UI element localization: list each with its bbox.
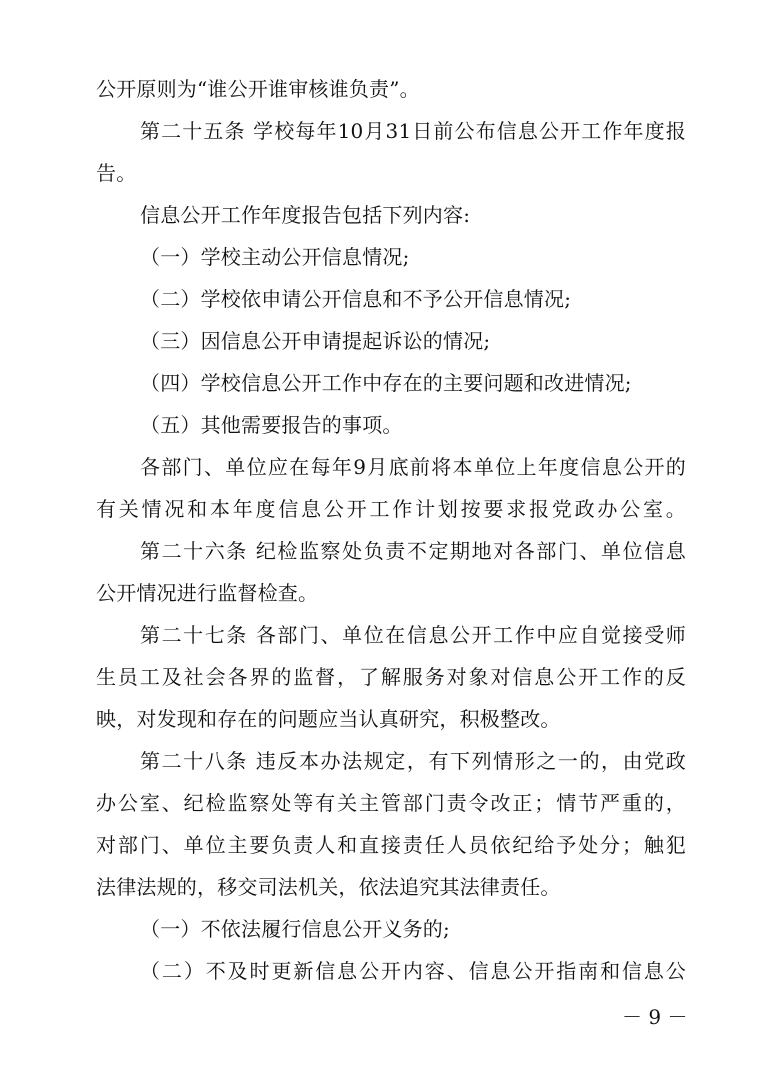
report-contents-line: 信息公开工作年度报告包括下列内容: (140, 203, 471, 227)
report-item-1: （一）学校主动公开信息情况; (140, 245, 410, 269)
article-27-line-3: 映，对发现和存在的问题应当认真研究，积极整改。 (96, 707, 561, 731)
violation-item-1: （一）不依法履行信息公开义务的; (140, 917, 450, 941)
department-report-line-2: 有关情况和本年度信息公开工作计划按要求报党政办公室。 (96, 497, 686, 521)
page-number: － 9 － (622, 1005, 688, 1029)
department-report-line-1: 各部门、单位应在每年9月底前将本单位上年度信息公开的 (140, 455, 686, 479)
article-27-line-2: 生员工及社会各界的监督，了解服务对象对信息公开工作的反 (96, 665, 686, 689)
article-26-line-2: 公开情况进行监督检查。 (96, 581, 319, 605)
article-26-line-1: 第二十六条 纪检监察处负责不定期地对各部门、单位信息 (140, 539, 686, 563)
report-item-4: （四）学校信息公开工作中存在的主要问题和改进情况; (140, 371, 632, 395)
article-28-line-4: 法律法规的，移交司法机关，依法追究其法律责任。 (96, 875, 561, 899)
article-28-line-3: 对部门、单位主要负责人和直接责任人员依纪给予处分；触犯 (96, 833, 686, 857)
report-item-2: （二）学校依申请公开信息和不予公开信息情况; (140, 287, 572, 311)
article-28-line-2: 办公室、纪检监察处等有关主管部门责令改正；情节严重的， (96, 791, 686, 815)
text-line-1: 公开原则为“谁公开谁审核谁负责”。 (96, 77, 420, 101)
article-27-line-1: 第二十七条 各部门、单位在信息公开工作中应自觉接受师 (140, 623, 686, 647)
article-25-line-2: 告。 (96, 161, 137, 185)
report-item-3: （三）因信息公开申请提起诉讼的情况; (140, 329, 491, 353)
report-item-5: （五）其他需要报告的事项。 (140, 413, 403, 437)
violation-item-2: （二）不及时更新信息公开内容、信息公开指南和信息公 (140, 959, 686, 983)
article-25-line-1: 第二十五条 学校每年10月31日前公布信息公开工作年度报 (140, 119, 686, 143)
article-28-line-1: 第二十八条 违反本办法规定，有下列情形之一的，由党政 (140, 749, 686, 773)
